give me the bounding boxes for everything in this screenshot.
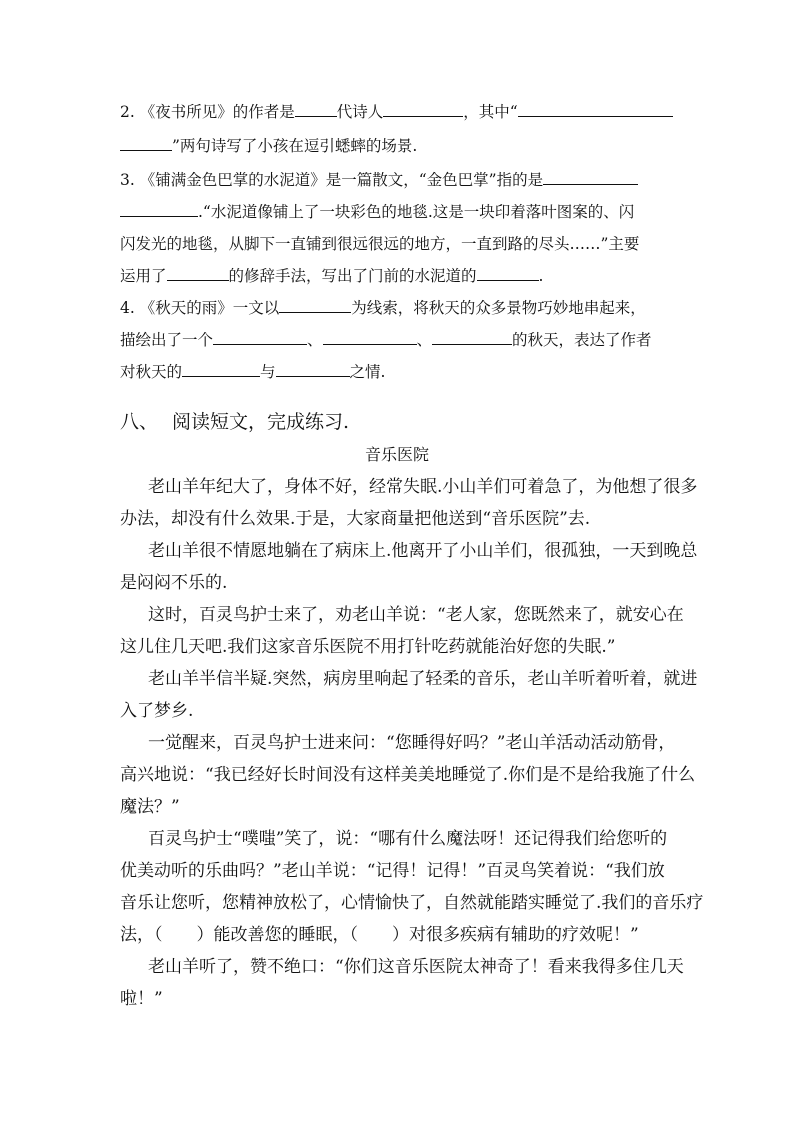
question-3-line-3: [120, 227, 680, 261]
section-heading: [120, 407, 349, 437]
passage-line: 入了梦乡.: [120, 701, 194, 721]
question-4-text-6: 与: [260, 363, 276, 381]
question-3-text-2: .“水泥道像铺上了一块彩色的地毯.这是一块印着落叶图案的、闪: [198, 203, 635, 221]
passage-line: 老山羊听了，赞不绝口：“你们这音乐医院太神奇了！看来我得多住几天: [148, 957, 684, 977]
passage-line: 百灵鸟护士“噗嗤”笑了，说：“哪有什么魔法呀！还记得我们给您听的: [148, 829, 668, 849]
answer-blank-feature[interactable]: [477, 262, 539, 281]
question-3-line-4: [120, 259, 680, 293]
question-3-number: 3.: [120, 171, 135, 189]
question-2-text-2: 代诗人: [336, 103, 384, 121]
passage-line: 这儿住几天吧.我们这家音乐医院不用打针吃药就能治好您的失眠.”: [120, 637, 616, 657]
question-4-text-3: 描绘出了一个: [120, 331, 214, 349]
question-4-line-3: [120, 355, 680, 389]
question-3-text-5: 的修辞手法，写出了门前的水泥道的: [228, 267, 477, 285]
answer-blank-autumn-1[interactable]: [213, 326, 307, 345]
passage-line: 高兴地说：“我已经好长时间没有这样美美地睡觉了.你们是不是给我施了什么: [120, 765, 696, 785]
passage-line: 魔法？”: [120, 797, 180, 817]
section-instruction: 阅读短文，完成练习.: [172, 411, 350, 433]
answer-blank-autumn-2[interactable]: [323, 326, 417, 345]
question-4-sep-2: 、: [416, 331, 433, 349]
question-4-line-1: [120, 291, 680, 325]
question-4-number: 4.: [120, 299, 135, 317]
question-2-number: 2.: [120, 103, 135, 121]
question-4-line-2: [120, 323, 680, 357]
answer-blank-rhetoric[interactable]: [167, 262, 229, 281]
question-3-text-6: .: [538, 267, 544, 285]
answer-blank-clue[interactable]: [279, 294, 351, 313]
passage-line: 老山羊年纪大了，身体不好，经常失眠.小山羊们可着急了，为他想了很多: [148, 477, 698, 497]
question-4-text-2: 为线索，将秋天的众多景物巧妙地串起来，: [351, 299, 646, 317]
answer-blank-feeling-2[interactable]: [276, 358, 350, 377]
passage-line: 是闷闷不乐的.: [120, 573, 228, 593]
answer-blank-golden-palm[interactable]: [543, 166, 638, 185]
passage-line: 音乐让您听，您精神放松了，心情愉快了，自然就能踏实睡觉了.我们的音乐疗: [120, 893, 704, 913]
question-2-text-4: ”两句诗写了小孩在逗引蟋蟀的场景.: [172, 137, 418, 155]
section-number: 八、: [120, 411, 159, 433]
answer-blank-autumn-3[interactable]: [432, 326, 512, 345]
answer-blank-feeling-1[interactable]: [182, 358, 260, 377]
question-4-text-7: 之情.: [349, 363, 386, 381]
question-2-line-1: [120, 95, 680, 129]
question-3-text-3: 闪发光的地毯，从脚下一直铺到很远很远的地方，一直到路的尽头……”主要: [120, 235, 640, 253]
answer-blank-dynasty[interactable]: [295, 98, 337, 117]
answer-blank-verse-cont[interactable]: [120, 132, 172, 151]
answer-blank-poet[interactable]: [383, 98, 463, 117]
question-3-line-2: [120, 195, 680, 229]
question-2-text-3: ，其中“: [463, 103, 518, 121]
passage-line: 这时，百灵鸟护士来了，劝老山羊说：“老人家，您既然来了，就安心在: [148, 605, 684, 625]
question-4-text-5: 对秋天的: [120, 363, 183, 381]
passage-line: 啦！”: [120, 989, 163, 1009]
answer-blank-verse[interactable]: [518, 98, 673, 117]
question-2-text-1: 《夜书所见》的作者是: [139, 103, 295, 121]
passage-line: 优美动听的乐曲吗？”老山羊说：“记得！记得！”百灵鸟笑着说：“我们放: [120, 861, 665, 881]
answer-blank-golden-palm-cont[interactable]: [120, 198, 198, 217]
passage-line: 一觉醒来，百灵鸟护士进来问：“您睡得好吗？”老山羊活动活动筋骨，: [148, 733, 676, 753]
question-4-text-4: 的秋天，表达了作者: [512, 331, 652, 349]
question-4-sep-1: 、: [307, 331, 323, 349]
passage-title: 音乐医院: [364, 445, 429, 464]
question-3-line-1: [120, 163, 680, 197]
passage-line: 办法，却没有什么效果.于是，大家商量把他送到“音乐医院”去.: [120, 509, 591, 529]
question-3-text-1: 《铺满金色巴掌的水泥道》是一篇散文，“金色巴掌”指的是: [139, 171, 544, 189]
question-3-text-4: 运用了: [120, 267, 167, 285]
passage-line: 法，（ ）能改善您的睡眠，（ ）对很多疾病有辅助的疗效呢！”: [120, 925, 639, 945]
question-4-text-1: 《秋天的雨》一文以: [139, 299, 280, 317]
question-2-line-2: [120, 129, 680, 163]
passage-line: 老山羊很不情愿地躺在了病床上.他离开了小山羊们，很孤独，一天到晚总: [148, 541, 698, 561]
passage-line: 老山羊半信半疑.突然，病房里响起了轻柔的音乐，老山羊听着听着，就进: [148, 669, 698, 689]
